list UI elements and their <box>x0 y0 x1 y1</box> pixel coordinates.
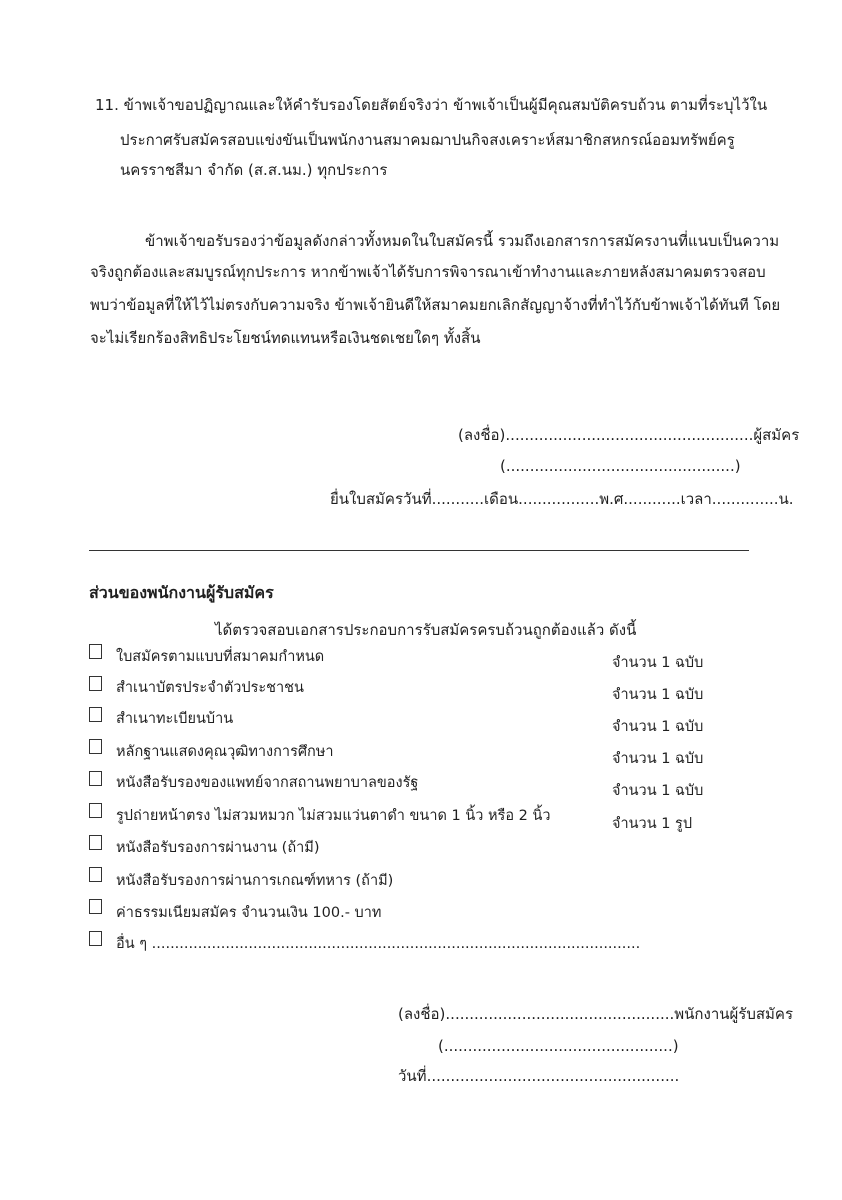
checkbox[interactable] <box>89 803 102 818</box>
checklist-item-quantity: จำนวน 1 ฉบับ <box>612 687 704 703</box>
staff-signature-line[interactable]: (ลงชื่อ)................................................พนักงานผู้รับสมัคร <box>398 1005 794 1023</box>
checklist-item-label: หนังสือรับรองการผ่านงาน (ถ้ามี) <box>116 840 320 856</box>
clause11-line-2: ประกาศรับสมัครสอบแข่งขันเป็นพนักงานสมาคมฌาปนกิจสงเคราะห์สมาชิกสหกรณ์ออมทรัพย์ครู <box>120 131 735 149</box>
staff-section-heading: ส่วนของพนักงานผู้รับสมัคร <box>89 583 274 602</box>
checklist-item-label: รูปถ่ายหน้าตรง ไม่สวมหมวก ไม่สวมแว่นตาดำ ขนาด 1 นิ้ว หรือ 2 นิ้ว <box>116 808 551 824</box>
checkbox[interactable] <box>89 899 102 914</box>
applicant-name-line[interactable]: (................................................) <box>500 457 741 475</box>
certify-line-1: ข้าพเจ้าขอรับรองว่าข้อมูลดังกล่าวทั้งหมดในใบสมัครนี้ รวมถึงเอกสารการสมัครงานที่แนบเป็นความ <box>145 232 780 250</box>
checklist-item-label: สำเนาบัตรประจำตัวประชาชน <box>116 680 304 696</box>
checklist-item-quantity: จำนวน 1 ฉบับ <box>612 751 704 767</box>
checklist-item-quantity: จำนวน 1 รูป <box>612 816 693 832</box>
checklist-item-quantity: จำนวน 1 ฉบับ <box>612 655 704 671</box>
checkbox[interactable] <box>89 931 102 946</box>
staff-date-line[interactable]: วันที่..................................................... <box>398 1067 680 1085</box>
checkbox[interactable] <box>89 867 102 882</box>
checklist-item-label: หนังสือรับรองการผ่านการเกณฑ์ทหาร (ถ้ามี) <box>116 873 394 889</box>
checklist-item-label: สำเนาทะเบียนบ้าน <box>116 711 234 727</box>
checklist-item-label: อื่น ๆ .......................................................................................................... <box>116 936 641 952</box>
section-divider <box>89 550 749 551</box>
checklist-item-quantity: จำนวน 1 ฉบับ <box>612 719 704 735</box>
checklist-item-label: ใบสมัครตามแบบที่สมาคมกำหนด <box>116 649 325 665</box>
certify-line-3: พบว่าข้อมูลที่ให้ไว้ไม่ตรงกับความจริง ข้าพเจ้ายินดีให้สมาคมยกเลิกสัญญาจ้างที่ทำไว้กับข้าพเจ้าได้ทันที โดย <box>90 296 781 314</box>
checkbox[interactable] <box>89 771 102 786</box>
checkbox[interactable] <box>89 707 102 722</box>
staff-section-intro: ได้ตรวจสอบเอกสารประกอบการรับสมัครครบถ้วนถูกต้องแล้ว ดังนี้ <box>215 621 637 639</box>
checkbox[interactable] <box>89 644 102 659</box>
certify-line-4: จะไม่เรียกร้องสิทธิประโยชน์ทดแทนหรือเงินชดเชยใดๆ ทั้งสิ้น <box>90 329 481 347</box>
certify-line-2: จริงถูกต้องและสมบูรณ์ทุกประการ หากข้าพเจ้าได้รับการพิจารณาเข้าทำงานและภายหลังสมาคมตรวจสอบ <box>90 263 766 281</box>
checkbox[interactable] <box>89 739 102 754</box>
checklist-item-label: หลักฐานแสดงคุณวุฒิทางการศึกษา <box>116 744 334 760</box>
checklist-item-quantity: จำนวน 1 ฉบับ <box>612 783 704 799</box>
applicant-signature-line[interactable]: (ลงชื่อ)....................................................ผู้สมัคร <box>458 426 800 444</box>
submission-date-line[interactable]: ยื่นใบสมัครวันที่...........เดือน.................พ.ศ............เวลา..............น. <box>330 490 794 508</box>
checklist-item-label: ค่าธรรมเนียมสมัคร จำนวนเงิน 100.- บาท <box>116 905 382 921</box>
staff-name-line[interactable]: (................................................) <box>438 1037 679 1055</box>
checkbox[interactable] <box>89 676 102 691</box>
clause11-line-1: 11. ข้าพเจ้าขอปฏิญาณและให้คำรับรองโดยสัตย์จริงว่า ข้าพเจ้าเป็นผู้มีคุณสมบัติครบถ้วน ตามที่ระบุไว้ใน <box>95 96 768 114</box>
checklist-item-label: หนังสือรับรองของแพทย์จากสถานพยาบาลของรัฐ <box>116 775 419 791</box>
checkbox[interactable] <box>89 835 102 850</box>
clause11-line-3: นครราชสีมา จำกัด (ส.ส.นม.) ทุกประการ <box>120 161 388 179</box>
